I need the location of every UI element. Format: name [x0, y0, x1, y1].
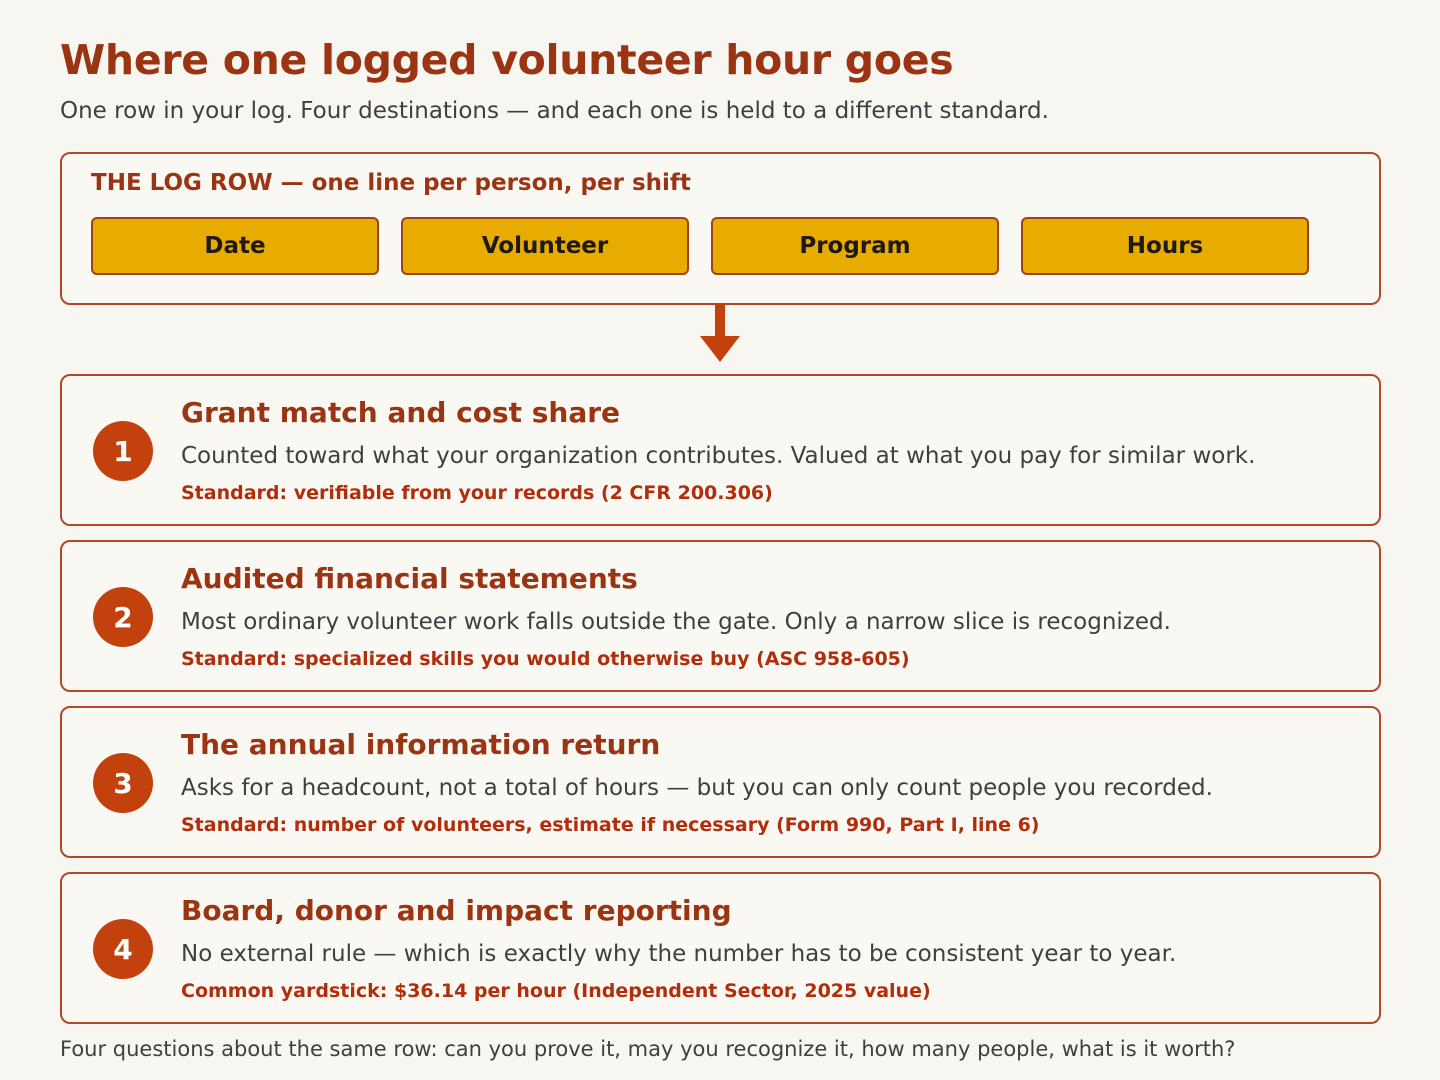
- step-number-badge: 4: [93, 919, 153, 979]
- destination-card-2: [60, 540, 1381, 692]
- step-number-badge: 1: [93, 421, 153, 481]
- destination-title: Audited financial statements: [181, 562, 638, 595]
- log-row-fields: [91, 217, 1309, 275]
- destination-card-1: [60, 374, 1381, 526]
- destination-standard: Standard: verifiable from your records (2 CFR 200.306): [181, 482, 773, 504]
- destination-standard: Standard: specialized skills you would otherwise buy (ASC 958-605): [181, 648, 910, 670]
- footer-note: Four questions about the same row: can you prove it, may you recognize it, how many people, what is it worth?: [60, 1037, 1236, 1061]
- step-number-badge: 3: [93, 753, 153, 813]
- page-subtitle: One row in your log. Four destinations — and each one is held to a different standard.: [60, 98, 1049, 124]
- arrow-down-icon: [699, 304, 741, 362]
- destination-description: Asks for a headcount, not a total of hours — but you can only count people you recorded.: [181, 775, 1213, 801]
- destination-card-4: [60, 872, 1381, 1024]
- destination-title: The annual information return: [181, 728, 661, 761]
- log-row-box: [60, 152, 1381, 305]
- destination-standard: Standard: number of volunteers, estimate if necessary (Form 990, Part I, line 6): [181, 814, 1040, 836]
- destination-description: No external rule — which is exactly why the number has to be consistent year to year.: [181, 941, 1177, 967]
- field-date: Date: [91, 217, 379, 275]
- destination-standard: Common yardstick: $36.14 per hour (Independent Sector, 2025 value): [181, 980, 931, 1002]
- destination-card-3: [60, 706, 1381, 858]
- log-row-heading: THE LOG ROW — one line per person, per shift: [91, 170, 691, 196]
- step-number-badge: 2: [93, 587, 153, 647]
- field-hours: Hours: [1021, 217, 1309, 275]
- destination-title: Grant match and cost share: [181, 396, 621, 429]
- destination-description: Counted toward what your organization contributes. Valued at what you pay for similar work.: [181, 443, 1256, 469]
- destination-description: Most ordinary volunteer work falls outside the gate. Only a narrow slice is recognized.: [181, 609, 1171, 635]
- page-title: Where one logged volunteer hour goes: [60, 36, 954, 84]
- field-volunteer: Volunteer: [401, 217, 689, 275]
- destination-title: Board, donor and impact reporting: [181, 894, 732, 927]
- field-program: Program: [711, 217, 999, 275]
